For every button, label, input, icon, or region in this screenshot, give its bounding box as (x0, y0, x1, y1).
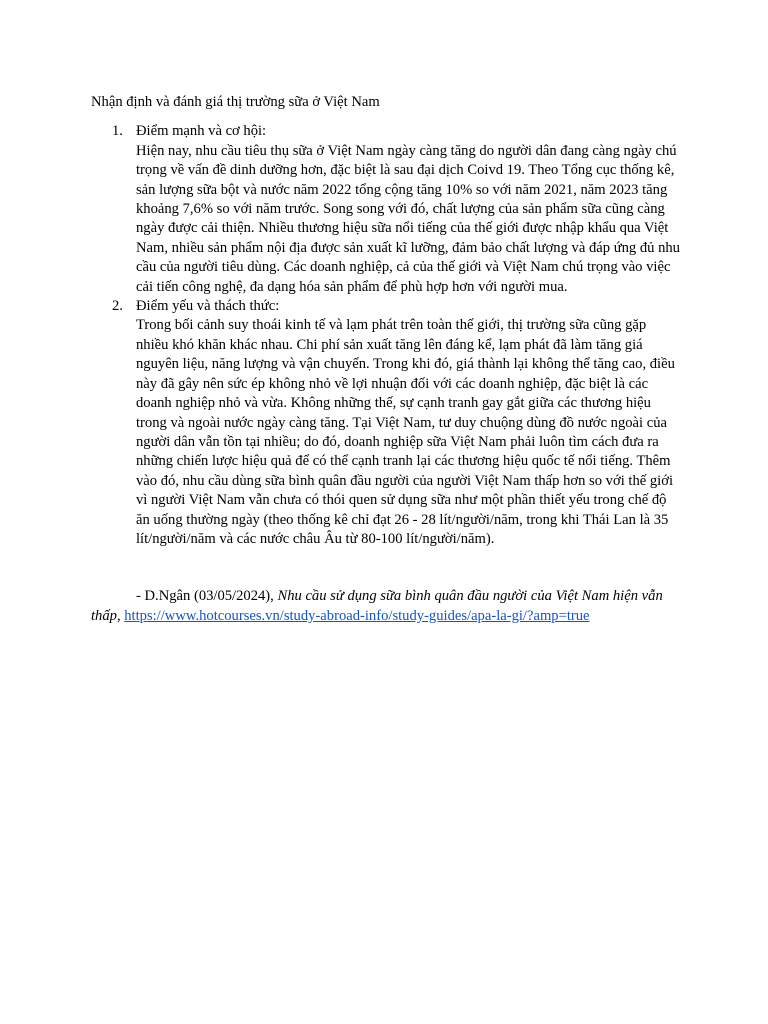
list-item-weaknesses (91, 297, 681, 549)
citation-separator: , (116, 607, 125, 624)
document-title: Nhận định và đánh giá thị trường sữa ở Việt Nam (91, 94, 380, 110)
citation-prefix: - D.Ngân (03/05/2024), (136, 588, 278, 605)
section-body: Trong bối cảnh suy thoái kinh tế và lạm phát trên toàn thế giới, thị trường sữa cũng gặp nhiều khó khăn khác nhau. Chi phí sản xuất tăng lên đáng kể, lạm phát đã làm tăng giá nguyên liệu, năng lượng và vận chuyển. Trong khi đó, giá thành lại không thể tăng cao, điều này đã gây nên sức ép không nhỏ về lợi nhuận đối với các doanh nghiệp, đặc biệt là các doanh nghiệp nhỏ và vừa. Không những thế, sự cạnh tranh gay gắt giữa các thương hiệu trong và ngoài nước ngày càng tăng. Tại Việt Nam, tư duy chuộng dùng đồ nước ngoài của người dân vẫn tồn tại nhiều; do đó, doanh nghiệp sữa Việt Nam phải luôn tìm cách đưa ra những chiến lược hiệu quả để có thể cạnh tranh lại các thương hiệu quốc tế nổi tiếng. Thêm vào đó, nhu cầu dùng sữa bình quân đầu người của người Việt Nam thấp hơn so với thế giới vì người Việt Nam vẫn chưa có thói quen sử dụng sữa như một phần thiết yếu trong chế độ ăn uống thường ngày (theo thống kê chỉ đạt 26 - 28 lít/người/năm, trong khi Thái Lan là 35 lít/người/năm và các nước châu Âu từ 80-100 lít/người/năm). (136, 317, 675, 547)
section-heading: Điểm mạnh và cơ hội: (136, 123, 267, 140)
citation (91, 587, 681, 626)
citation-title: Nhu cầu sử dụng sữa bình quân đầu người của Việt Nam hiện vẫn thấp (91, 588, 663, 624)
section-body: Hiện nay, nhu cầu tiêu thụ sữa ở Việt Nam ngày càng tăng do người dân đang càng ngày chú trọng về vấn đề dinh dưỡng hơn, đặc biệt là sau đại dịch Coivd 19. Theo Tổng cục thống kê, sản lượng sữa bột và nước năm 2022 tổng cộng tăng 10% so với năm 2021, năm 2023 tăng khoảng 7,6% so với năm trước. Song song với đó, chất lượng của sản phẩm sữa cũng càng ngày được cải thiện. Nhiều thương hiệu sữa nổi tiếng của thế giới được nhập khẩu qua Việt Nam, nhiều sản phẩm nội địa được sản xuất kĩ lưỡng, đảm bảo chất lượng và đáp ứng đủ nhu cầu của người tiêu dùng. Các doanh nghiệp, cả của thế giới và Việt Nam chú trọng vào việc cải tiến công nghệ, đa dạng hóa sản phẩm để phù hợp hơn với người mua. (136, 142, 680, 295)
citation-link[interactable]: https://www.hotcourses.vn/study-abroad-info/study-guides/apa-la-gi/?amp=true (124, 607, 590, 624)
section-list (91, 122, 681, 549)
document-page (91, 93, 681, 641)
section-heading: Điểm yếu và thách thức: (136, 298, 280, 315)
list-item-strengths (91, 122, 681, 297)
list-number: 1. (112, 123, 123, 140)
list-number: 2. (112, 298, 123, 315)
